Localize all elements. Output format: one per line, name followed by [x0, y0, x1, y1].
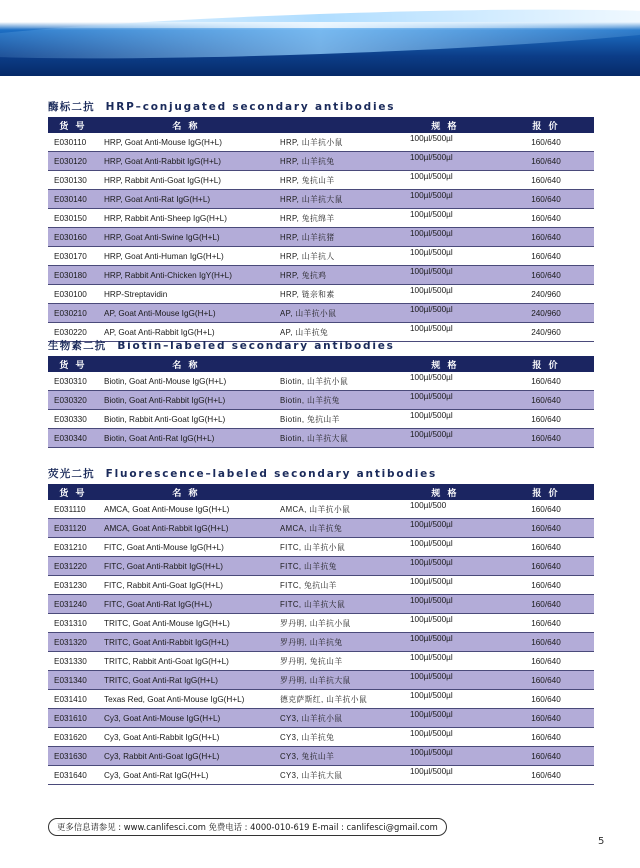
table-row — [48, 728, 594, 747]
header-name: 名 称 — [98, 484, 274, 500]
cell-price: 160/640 — [498, 709, 594, 728]
cell-code: E030130 — [48, 171, 98, 190]
header-price: 报 价 — [498, 117, 594, 133]
cell-name: FITC, Goat Anti-Rabbit IgG(H+L) — [98, 557, 274, 576]
table-row — [48, 304, 594, 323]
table-row — [48, 190, 594, 209]
table-row — [48, 372, 594, 391]
cell-price: 160/640 — [498, 500, 594, 519]
cell-spec: 100µl/500µl — [392, 372, 498, 391]
cell-name-cn: Biotin, 山羊抗大鼠 — [274, 429, 392, 448]
section-title-cn: 酶标二抗 — [48, 101, 95, 113]
table-row — [48, 152, 594, 171]
cell-spec: 100µl/500µl — [392, 709, 498, 728]
cell-name: FITC, Goat Anti-Rat IgG(H+L) — [98, 595, 274, 614]
cell-code: E030330 — [48, 410, 98, 429]
header-code: 货 号 — [48, 356, 98, 372]
cell-name: Cy3, Goat Anti-Mouse IgG(H+L) — [98, 709, 274, 728]
cell-code: E031310 — [48, 614, 98, 633]
cell-price: 160/640 — [498, 209, 594, 228]
cell-name-cn: FITC, 山羊抗兔 — [274, 557, 392, 576]
cell-spec: 100µl/500µl — [392, 304, 498, 323]
table-row — [48, 266, 594, 285]
header-name: 名 称 — [98, 356, 274, 372]
cell-code: E031320 — [48, 633, 98, 652]
section-title-en: HRP–conjugated secondary antibodies — [105, 101, 396, 113]
table-row — [48, 690, 594, 709]
cell-name-cn: CY3, 兔抗山羊 — [274, 747, 392, 766]
section-title-cn: 生物素二抗 — [48, 340, 107, 352]
cell-name-cn: AP, 山羊抗兔 — [274, 323, 392, 342]
product-table — [48, 356, 594, 448]
cell-spec: 100µl/500µl — [392, 728, 498, 747]
product-table — [48, 117, 594, 342]
cell-spec: 100µl/500µl — [392, 557, 498, 576]
cell-name: Texas Red, Goat Anti-Mouse IgG(H+L) — [98, 690, 274, 709]
cell-code: E031220 — [48, 557, 98, 576]
cell-price: 160/640 — [498, 372, 594, 391]
header-spec: 规 格 — [392, 117, 498, 133]
cell-price: 160/640 — [498, 152, 594, 171]
cell-name: Cy3, Goat Anti-Rat IgG(H+L) — [98, 766, 274, 785]
cell-price: 160/640 — [498, 747, 594, 766]
cell-name: HRP, Rabbit Anti-Goat IgG(H+L) — [98, 171, 274, 190]
cell-name-cn: 罗丹明, 山羊抗兔 — [274, 633, 392, 652]
cell-name-cn: Biotin, 山羊抗兔 — [274, 391, 392, 410]
cell-code: E030100 — [48, 285, 98, 304]
cell-price: 160/640 — [498, 228, 594, 247]
cell-price: 160/640 — [498, 190, 594, 209]
table-row — [48, 538, 594, 557]
section-title-en: Fluorescence–labeled secondary antibodies — [105, 468, 438, 480]
cell-spec: 100µl/500 — [392, 500, 498, 519]
cell-name: HRP, Goat Anti-Rabbit IgG(H+L) — [98, 152, 274, 171]
cell-name-cn: HRP, 兔抗山羊 — [274, 171, 392, 190]
section-hrp — [48, 99, 594, 342]
table-row — [48, 171, 594, 190]
table-row — [48, 576, 594, 595]
cell-name: HRP, Goat Anti-Swine IgG(H+L) — [98, 228, 274, 247]
cell-code: E030310 — [48, 372, 98, 391]
table-row — [48, 652, 594, 671]
cell-price: 160/640 — [498, 690, 594, 709]
cell-price: 160/640 — [498, 557, 594, 576]
cell-name-cn: AMCA, 山羊抗小鼠 — [274, 500, 392, 519]
cell-name-cn: FITC, 兔抗山羊 — [274, 576, 392, 595]
cell-name-cn: HRP, 山羊抗大鼠 — [274, 190, 392, 209]
cell-name-cn: HRP, 山羊抗兔 — [274, 152, 392, 171]
cell-code: E030170 — [48, 247, 98, 266]
cell-name-cn: CY3, 山羊抗小鼠 — [274, 709, 392, 728]
cell-spec: 100µl/500µl — [392, 614, 498, 633]
cell-spec: 100µl/500µl — [392, 576, 498, 595]
cell-code: E031110 — [48, 500, 98, 519]
header-price: 报 价 — [498, 484, 594, 500]
cell-name-cn: HRP, 链亲和素 — [274, 285, 392, 304]
header-blank — [274, 117, 392, 133]
section-title — [48, 338, 594, 354]
cell-spec: 100µl/500µl — [392, 652, 498, 671]
cell-code: E031630 — [48, 747, 98, 766]
cell-code: E030120 — [48, 152, 98, 171]
cell-name: HRP, Rabbit Anti-Chicken IgY(H+L) — [98, 266, 274, 285]
cell-price: 240/960 — [498, 323, 594, 342]
cell-code: E031210 — [48, 538, 98, 557]
cell-price: 240/960 — [498, 304, 594, 323]
cell-code: E030110 — [48, 133, 98, 152]
table-row — [48, 747, 594, 766]
cell-code: E030210 — [48, 304, 98, 323]
cell-code: E030150 — [48, 209, 98, 228]
cell-price: 160/640 — [498, 766, 594, 785]
cell-name-cn: CY3, 山羊抗大鼠 — [274, 766, 392, 785]
table-row — [48, 391, 594, 410]
cell-name: FITC, Rabbit Anti-Goat IgG(H+L) — [98, 576, 274, 595]
cell-spec: 100µl/500µl — [392, 152, 498, 171]
table-row — [48, 557, 594, 576]
table-row — [48, 595, 594, 614]
cell-spec: 100µl/500µl — [392, 266, 498, 285]
cell-code: E031410 — [48, 690, 98, 709]
cell-price: 160/640 — [498, 538, 594, 557]
cell-code: E030320 — [48, 391, 98, 410]
header-spec: 规 格 — [392, 356, 498, 372]
header-blank — [274, 356, 392, 372]
cell-name: Biotin, Goat Anti-Mouse IgG(H+L) — [98, 372, 274, 391]
cell-code: E031120 — [48, 519, 98, 538]
cell-price: 160/640 — [498, 728, 594, 747]
cell-code: E030220 — [48, 323, 98, 342]
header-price: 报 价 — [498, 356, 594, 372]
cell-name-cn: 罗丹明, 山羊抗小鼠 — [274, 614, 392, 633]
cell-name: Cy3, Goat Anti-Rabbit IgG(H+L) — [98, 728, 274, 747]
cell-name-cn: FITC, 山羊抗大鼠 — [274, 595, 392, 614]
cell-price: 160/640 — [498, 519, 594, 538]
cell-code: E031610 — [48, 709, 98, 728]
cell-spec: 100µl/500µl — [392, 633, 498, 652]
section-title — [48, 466, 594, 482]
cell-name: FITC, Goat Anti-Mouse IgG(H+L) — [98, 538, 274, 557]
cell-spec: 100µl/500µl — [392, 747, 498, 766]
cell-code: E031620 — [48, 728, 98, 747]
cell-name-cn: CY3, 山羊抗兔 — [274, 728, 392, 747]
header-code: 货 号 — [48, 117, 98, 133]
cell-name: TRITC, Goat Anti-Rat IgG(H+L) — [98, 671, 274, 690]
cell-code: E031240 — [48, 595, 98, 614]
cell-spec: 100µl/500µl — [392, 766, 498, 785]
header-banner — [0, 0, 640, 76]
table-row — [48, 410, 594, 429]
cell-name-cn: HRP, 山羊抗人 — [274, 247, 392, 266]
cell-code: E030140 — [48, 190, 98, 209]
table-row — [48, 285, 594, 304]
cell-name-cn: HRP, 山羊抗猪 — [274, 228, 392, 247]
cell-name-cn: 罗丹明, 山羊抗大鼠 — [274, 671, 392, 690]
cell-code: E031230 — [48, 576, 98, 595]
cell-spec: 100µl/500µl — [392, 519, 498, 538]
cell-code: E030160 — [48, 228, 98, 247]
cell-price: 160/640 — [498, 633, 594, 652]
cell-name: TRITC, Goat Anti-Mouse IgG(H+L) — [98, 614, 274, 633]
cell-name: TRITC, Goat Anti-Rabbit IgG(H+L) — [98, 633, 274, 652]
table-row — [48, 228, 594, 247]
cell-name: HRP, Rabbit Anti-Sheep IgG(H+L) — [98, 209, 274, 228]
table-row — [48, 133, 594, 152]
table-row — [48, 766, 594, 785]
section-biotin — [48, 338, 594, 448]
cell-price: 160/640 — [498, 133, 594, 152]
table-row — [48, 671, 594, 690]
cell-spec: 100µl/500µl — [392, 538, 498, 557]
cell-name: AMCA, Goat Anti-Rabbit IgG(H+L) — [98, 519, 274, 538]
cell-name-cn: FITC, 山羊抗小鼠 — [274, 538, 392, 557]
cell-price: 160/640 — [498, 576, 594, 595]
cell-name: AP, Goat Anti-Mouse IgG(H+L) — [98, 304, 274, 323]
cell-name-cn: 德克萨斯红, 山羊抗小鼠 — [274, 690, 392, 709]
header-blank — [274, 484, 392, 500]
cell-code: E030180 — [48, 266, 98, 285]
cell-name-cn: AMCA, 山羊抗兔 — [274, 519, 392, 538]
banner-swoosh — [0, 0, 640, 68]
cell-name: HRP-Streptavidin — [98, 285, 274, 304]
cell-code: E031330 — [48, 652, 98, 671]
cell-name: TRITC, Rabbit Anti-Goat IgG(H+L) — [98, 652, 274, 671]
page-number: 5 — [598, 836, 605, 847]
table-row — [48, 500, 594, 519]
cell-price: 160/640 — [498, 652, 594, 671]
section-title — [48, 99, 594, 115]
section-fluorescence — [48, 466, 594, 785]
cell-price: 160/640 — [498, 247, 594, 266]
cell-spec: 100µl/500µl — [392, 671, 498, 690]
product-table — [48, 484, 594, 785]
table-row — [48, 519, 594, 538]
table-row — [48, 614, 594, 633]
cell-name-cn: 罗丹明, 兔抗山羊 — [274, 652, 392, 671]
cell-price: 160/640 — [498, 410, 594, 429]
cell-price: 160/640 — [498, 391, 594, 410]
cell-name: Cy3, Rabbit Anti-Goat IgG(H+L) — [98, 747, 274, 766]
cell-spec: 100µl/500µl — [392, 429, 498, 448]
cell-spec: 100µl/500µl — [392, 285, 498, 304]
footer-contact: 更多信息请参见 : www.canlifesci.com 免费电话 : 4000-010-619 E-mail : canlifesci@gmail.com — [48, 818, 447, 836]
table-row — [48, 709, 594, 728]
cell-name: Biotin, Rabbit Anti-Goat IgG(H+L) — [98, 410, 274, 429]
cell-name-cn: Biotin, 兔抗山羊 — [274, 410, 392, 429]
cell-spec: 100µl/500µl — [392, 209, 498, 228]
header-name: 名 称 — [98, 117, 274, 133]
cell-spec: 100µl/500µl — [392, 228, 498, 247]
cell-name: AMCA, Goat Anti-Mouse IgG(H+L) — [98, 500, 274, 519]
cell-spec: 100µl/500µl — [392, 410, 498, 429]
cell-spec: 100µl/500µl — [392, 323, 498, 342]
cell-code: E031640 — [48, 766, 98, 785]
cell-name: Biotin, Goat Anti-Rat IgG(H+L) — [98, 429, 274, 448]
cell-spec: 100µl/500µl — [392, 247, 498, 266]
header-code: 货 号 — [48, 484, 98, 500]
cell-price: 160/640 — [498, 266, 594, 285]
cell-spec: 100µl/500µl — [392, 171, 498, 190]
table-row — [48, 429, 594, 448]
cell-name: HRP, Goat Anti-Mouse IgG(H+L) — [98, 133, 274, 152]
table-header-row — [48, 484, 594, 500]
cell-name-cn: HRP, 兔抗鸡 — [274, 266, 392, 285]
cell-price: 160/640 — [498, 595, 594, 614]
section-title-en: Biotin–labeled secondary antibodies — [117, 340, 395, 352]
cell-name: HRP, Goat Anti-Rat IgG(H+L) — [98, 190, 274, 209]
cell-spec: 100µl/500µl — [392, 133, 498, 152]
header-spec: 规 格 — [392, 484, 498, 500]
table-row — [48, 633, 594, 652]
cell-name: HRP, Goat Anti-Human IgG(H+L) — [98, 247, 274, 266]
cell-name-cn: HRP, 山羊抗小鼠 — [274, 133, 392, 152]
cell-spec: 100µl/500µl — [392, 690, 498, 709]
cell-price: 160/640 — [498, 171, 594, 190]
cell-name: Biotin, Goat Anti-Rabbit IgG(H+L) — [98, 391, 274, 410]
cell-code: E030340 — [48, 429, 98, 448]
cell-name-cn: HRP, 兔抗绵羊 — [274, 209, 392, 228]
banner-shine — [0, 22, 640, 28]
cell-price: 240/960 — [498, 285, 594, 304]
table-row — [48, 247, 594, 266]
table-header-row — [48, 356, 594, 372]
cell-code: E031340 — [48, 671, 98, 690]
cell-name-cn: AP, 山羊抗小鼠 — [274, 304, 392, 323]
cell-name-cn: Biotin, 山羊抗小鼠 — [274, 372, 392, 391]
cell-spec: 100µl/500µl — [392, 391, 498, 410]
cell-spec: 100µl/500µl — [392, 190, 498, 209]
section-title-cn: 荧光二抗 — [48, 468, 95, 480]
cell-price: 160/640 — [498, 614, 594, 633]
table-row — [48, 209, 594, 228]
table-header-row — [48, 117, 594, 133]
cell-price: 160/640 — [498, 671, 594, 690]
cell-spec: 100µl/500µl — [392, 595, 498, 614]
cell-name: AP, Goat Anti-Rabbit IgG(H+L) — [98, 323, 274, 342]
cell-price: 160/640 — [498, 429, 594, 448]
